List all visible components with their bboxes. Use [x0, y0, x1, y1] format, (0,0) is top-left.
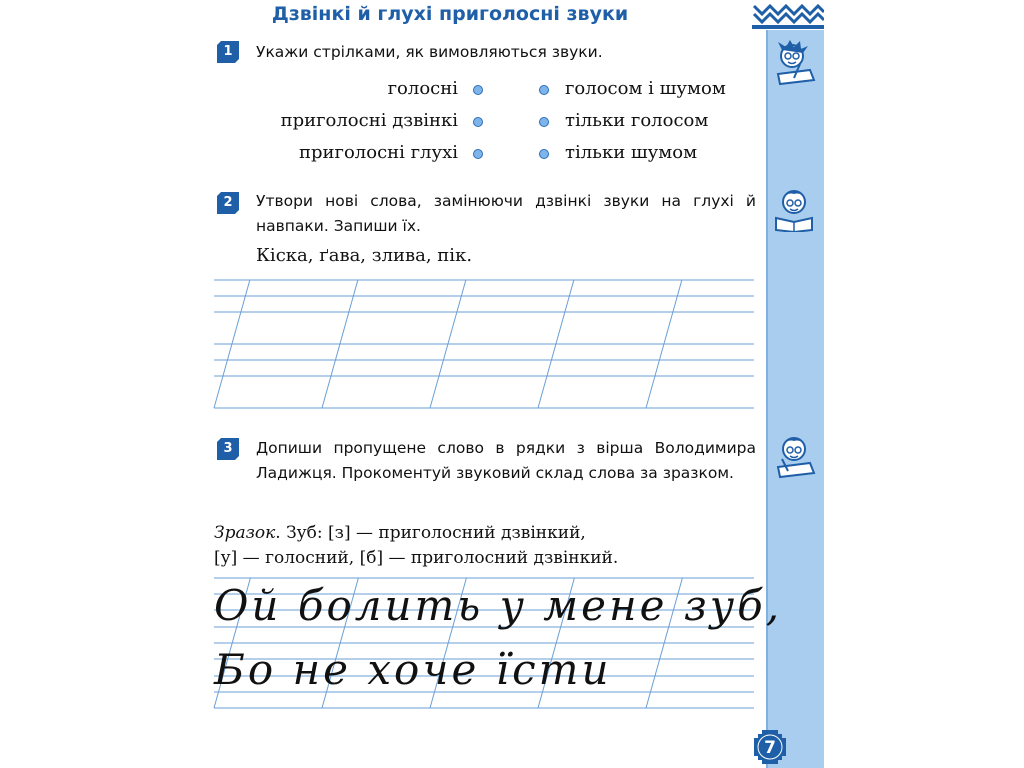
task-3-instruction: Допиши пропущене слово в рядки з вірша Володимира Ладижця. Прокоментуй звуковий склад слова за зразком. — [256, 439, 756, 482]
match-right-item: тільки голосом — [565, 110, 709, 131]
task-1-instruction: Укажи стрілками, як вимовляються звуки. — [256, 43, 603, 61]
page-number-badge: 7 — [752, 730, 788, 766]
handwriting-line-2: Бо не хоче їсти — [214, 645, 612, 694]
pupil-writing-icon — [770, 433, 820, 479]
task-number-badge: 1 — [217, 41, 239, 63]
match-left-item: приголосні глухі — [299, 142, 458, 163]
match-right-item: тільки шумом — [565, 142, 698, 163]
match-left-item: голосні — [387, 78, 458, 99]
match-left-item: приголосні дзвінкі — [280, 110, 458, 131]
pupil-writing-icon — [770, 40, 820, 86]
page-title: Дзвінкі й глухі приголосні звуки — [271, 3, 629, 25]
example-line-2: [у] — голосний, [б] — приголосний дзвінкий. — [214, 548, 619, 568]
pupil-reading-icon — [770, 186, 820, 232]
task-number-badge: 3 — [217, 438, 239, 460]
handwriting-line-1: Ой болить у мене зуб, — [214, 581, 783, 630]
match-right-item: голосом і шумом — [565, 78, 726, 99]
task-number-badge: 2 — [217, 192, 239, 214]
task-2-words: Кіска, ґава, злива, пік. — [256, 245, 473, 266]
task-2-instruction: Утвори нові слова, замінюючи дзвінкі звуки на глухі й навпаки. Запиши їх. — [256, 192, 756, 235]
example-label: Зразок — [214, 523, 276, 543]
example-text: . Зуб: [з] — приголосний дзвінкий, — [275, 523, 586, 543]
